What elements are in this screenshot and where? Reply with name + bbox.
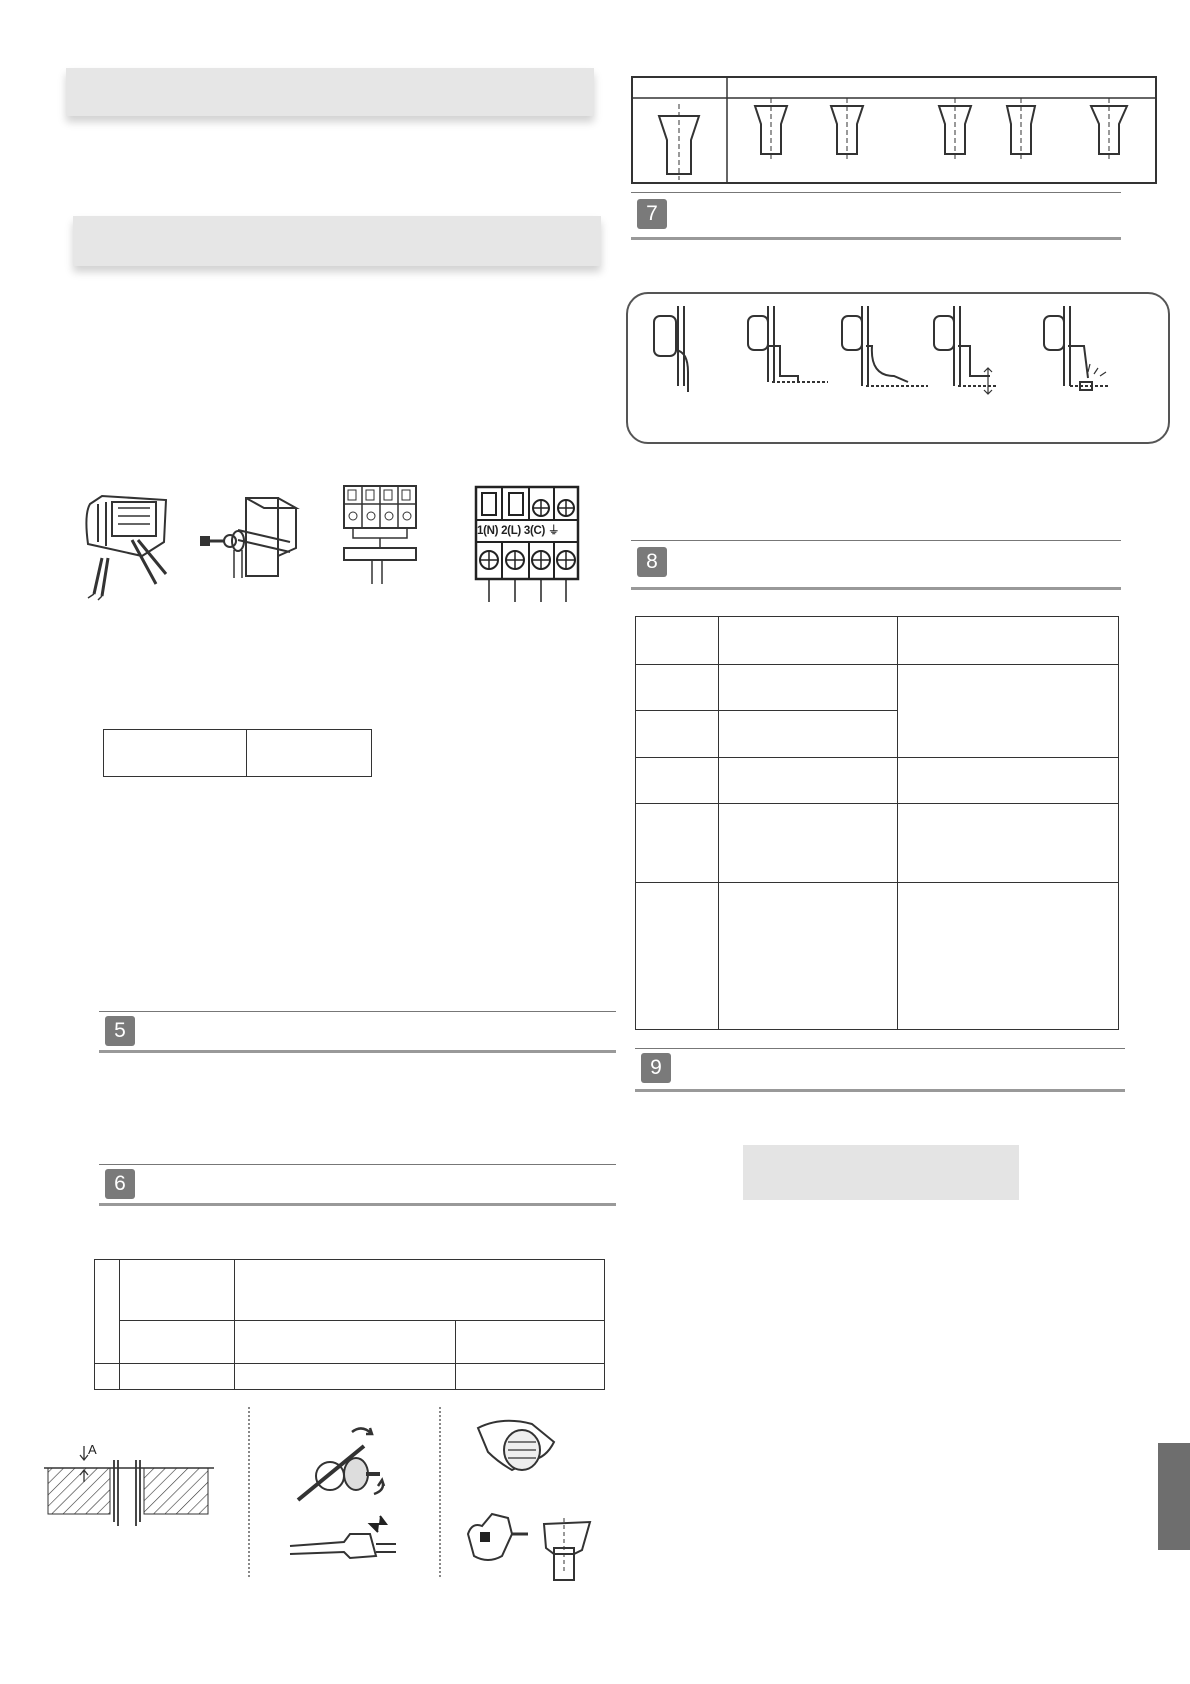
dimension-a-label: A (88, 1442, 97, 1457)
flare-dimension-diagram (44, 1442, 214, 1530)
screw-washer-clamp-illustration (198, 494, 298, 580)
terminal-block-diagram (475, 486, 579, 604)
terminal-strip-diagram (342, 484, 418, 586)
check-table (635, 616, 1119, 1030)
side-page-tab (1158, 1443, 1190, 1550)
divider-1 (248, 1407, 250, 1577)
reamer-hands-illustration (462, 1414, 600, 1584)
header-bar-2 (73, 216, 601, 266)
divider-2 (439, 1407, 441, 1577)
flare-spec-table (94, 1259, 605, 1390)
header-bar-1 (66, 68, 594, 116)
terminal-label-2l: 2(L) (501, 525, 521, 537)
section-7-header (631, 192, 1121, 240)
wiring-indoor-unit-illustration (82, 494, 172, 600)
ground-icon: ⏚ (547, 525, 560, 537)
drain-pipe-diagram (626, 292, 1170, 444)
flare-shapes-diagram (631, 76, 1157, 184)
terminal-label-1n: 1(N) (477, 525, 499, 537)
section-8-badge: 8 (637, 547, 667, 577)
section-5-badge: 5 (105, 1016, 135, 1046)
section-9-header (635, 1048, 1125, 1092)
pipe-cutter-illustration (290, 1420, 400, 1575)
gray-label-box (743, 1145, 1019, 1200)
small-table (103, 729, 372, 777)
section-8-header (631, 540, 1121, 590)
section-7-badge: 7 (637, 199, 667, 229)
section-5-header (99, 1011, 616, 1053)
section-6-header (99, 1164, 616, 1206)
terminal-label-3c: 3(C) (523, 525, 546, 537)
section-6-badge: 6 (105, 1169, 135, 1199)
section-9-badge: 9 (641, 1053, 671, 1083)
